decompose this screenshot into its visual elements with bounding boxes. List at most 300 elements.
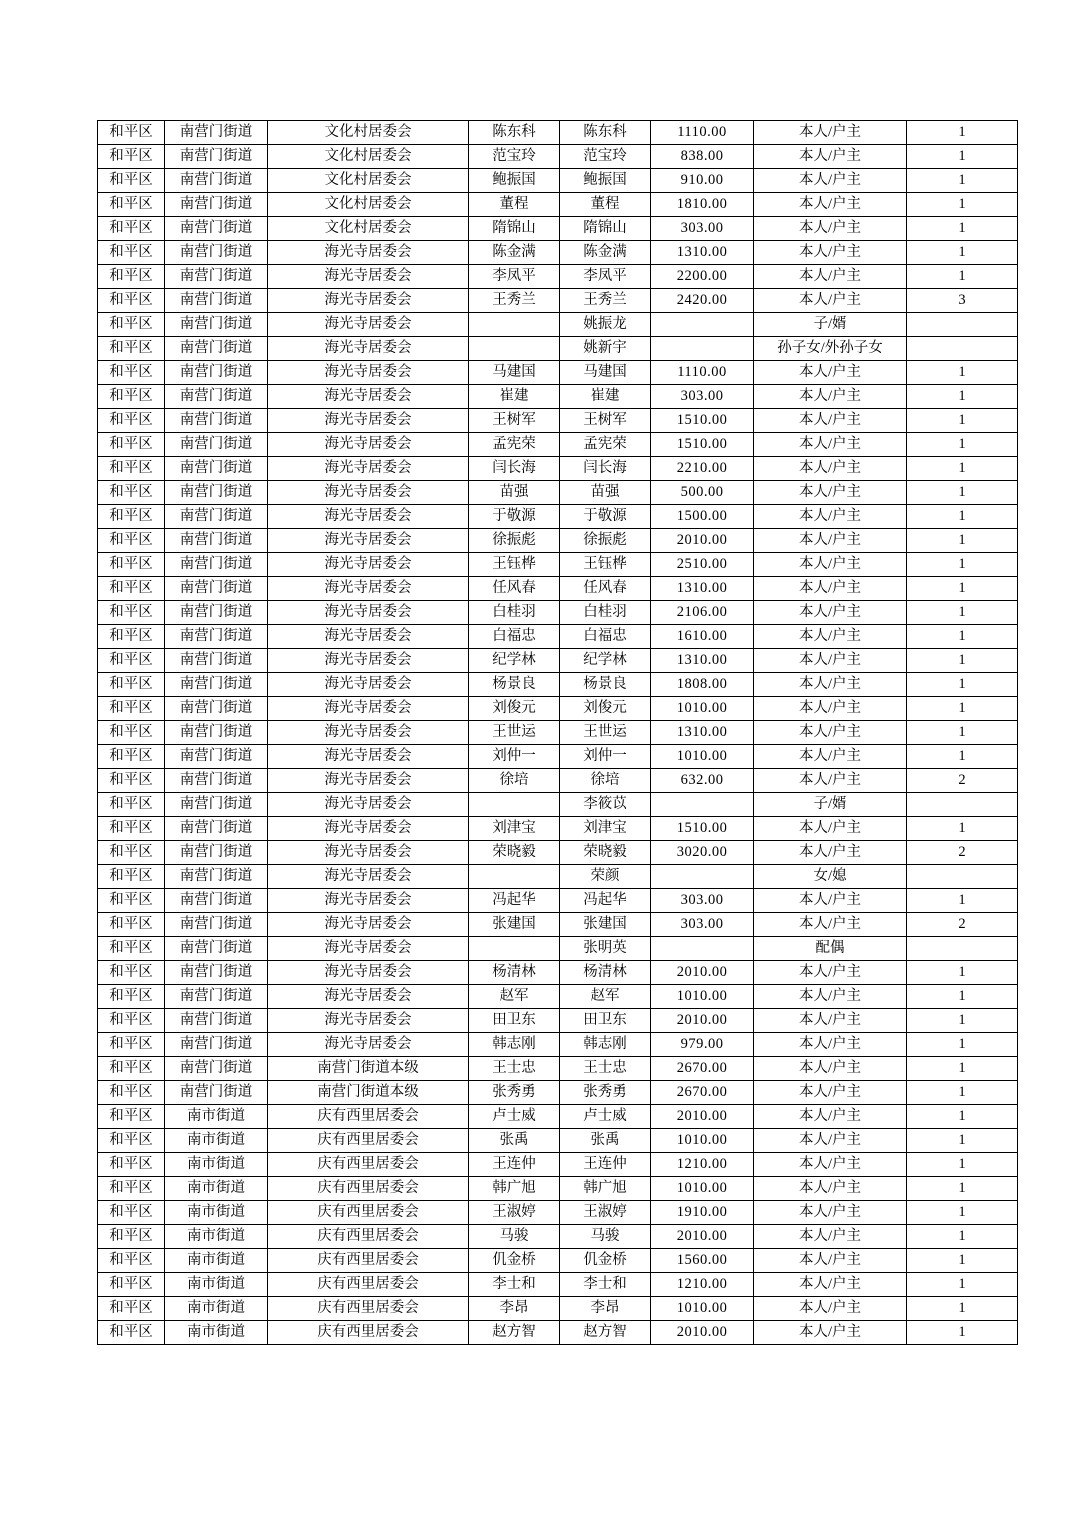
- cell-person-name: 李凤平: [560, 265, 651, 289]
- cell-count: 1: [907, 817, 1018, 841]
- cell-person-name: 陈东科: [560, 121, 651, 145]
- cell-amount: [651, 337, 754, 361]
- cell-person-name: 王钰桦: [560, 553, 651, 577]
- cell-community: 庆有西里居委会: [268, 1297, 469, 1321]
- cell-community: 庆有西里居委会: [268, 1201, 469, 1225]
- cell-count: [907, 937, 1018, 961]
- cell-person-name: 刘仲一: [560, 745, 651, 769]
- cell-household-name: 王钰桦: [469, 553, 560, 577]
- cell-relation: 本人/户主: [754, 505, 907, 529]
- cell-household-name: 范宝玲: [469, 145, 560, 169]
- cell-count: [907, 793, 1018, 817]
- cell-person-name: 马建国: [560, 361, 651, 385]
- cell-household-name: 白福忠: [469, 625, 560, 649]
- cell-community: 海光寺居委会: [268, 385, 469, 409]
- table-row: [98, 457, 1018, 481]
- cell-person-name: 杨景良: [560, 673, 651, 697]
- cell-person-name: 张秀勇: [560, 1081, 651, 1105]
- cell-street: 南营门街道: [165, 817, 268, 841]
- cell-district: 和平区: [98, 889, 165, 913]
- cell-community: 海光寺居委会: [268, 409, 469, 433]
- cell-district: 和平区: [98, 241, 165, 265]
- cell-person-name: 马骏: [560, 1225, 651, 1249]
- cell-community: 海光寺居委会: [268, 289, 469, 313]
- cell-street: 南营门街道: [165, 961, 268, 985]
- cell-district: 和平区: [98, 337, 165, 361]
- cell-amount: 2200.00: [651, 265, 754, 289]
- cell-person-name: 任风春: [560, 577, 651, 601]
- cell-count: 1: [907, 1297, 1018, 1321]
- cell-street: 南营门街道: [165, 1009, 268, 1033]
- cell-household-name: 李凤平: [469, 265, 560, 289]
- cell-relation: 本人/户主: [754, 265, 907, 289]
- cell-household-name: 王淑婷: [469, 1201, 560, 1225]
- cell-person-name: 荣颜: [560, 865, 651, 889]
- table-row: [98, 961, 1018, 985]
- cell-amount: 2010.00: [651, 1105, 754, 1129]
- cell-amount: 979.00: [651, 1033, 754, 1057]
- cell-community: 海光寺居委会: [268, 985, 469, 1009]
- cell-amount: 2010.00: [651, 1321, 754, 1345]
- cell-count: [907, 865, 1018, 889]
- table-row: [98, 505, 1018, 529]
- cell-relation: 本人/户主: [754, 193, 907, 217]
- cell-household-name: 马骏: [469, 1225, 560, 1249]
- cell-amount: 1010.00: [651, 1129, 754, 1153]
- cell-relation: 女/媳: [754, 865, 907, 889]
- cell-person-name: 韩广旭: [560, 1177, 651, 1201]
- cell-person-name: 田卫东: [560, 1009, 651, 1033]
- cell-community: 海光寺居委会: [268, 433, 469, 457]
- cell-count: 1: [907, 409, 1018, 433]
- cell-community: 海光寺居委会: [268, 697, 469, 721]
- cell-person-name: 徐振彪: [560, 529, 651, 553]
- cell-community: 南营门街道本级: [268, 1081, 469, 1105]
- cell-household-name: 田卫东: [469, 1009, 560, 1033]
- cell-street: 南市街道: [165, 1201, 268, 1225]
- cell-amount: 2010.00: [651, 529, 754, 553]
- cell-street: 南市街道: [165, 1273, 268, 1297]
- cell-amount: 1010.00: [651, 745, 754, 769]
- cell-count: 1: [907, 1105, 1018, 1129]
- cell-household-name: 隋锦山: [469, 217, 560, 241]
- cell-count: 1: [907, 505, 1018, 529]
- cell-relation: 本人/户主: [754, 1201, 907, 1225]
- cell-community: 南营门街道本级: [268, 1057, 469, 1081]
- cell-community: 文化村居委会: [268, 121, 469, 145]
- cell-household-name: 仉金桥: [469, 1249, 560, 1273]
- cell-street: 南营门街道: [165, 313, 268, 337]
- cell-person-name: 王世运: [560, 721, 651, 745]
- cell-count: 1: [907, 1321, 1018, 1345]
- cell-person-name: 王淑婷: [560, 1201, 651, 1225]
- cell-community: 文化村居委会: [268, 193, 469, 217]
- cell-person-name: 鲍振国: [560, 169, 651, 193]
- cell-street: 南营门街道: [165, 841, 268, 865]
- cell-street: 南营门街道: [165, 409, 268, 433]
- cell-relation: 本人/户主: [754, 1153, 907, 1177]
- cell-street: 南营门街道: [165, 169, 268, 193]
- cell-district: 和平区: [98, 289, 165, 313]
- cell-relation: 本人/户主: [754, 1105, 907, 1129]
- cell-district: 和平区: [98, 1297, 165, 1321]
- cell-community: 海光寺居委会: [268, 505, 469, 529]
- table-row: [98, 145, 1018, 169]
- table-row: [98, 697, 1018, 721]
- cell-household-name: 任风春: [469, 577, 560, 601]
- cell-amount: 1010.00: [651, 985, 754, 1009]
- cell-street: 南营门街道: [165, 1033, 268, 1057]
- cell-count: 1: [907, 697, 1018, 721]
- cell-household-name: 刘津宝: [469, 817, 560, 841]
- table-row: [98, 1009, 1018, 1033]
- cell-count: 1: [907, 457, 1018, 481]
- cell-street: 南营门街道: [165, 217, 268, 241]
- cell-person-name: 姚新宇: [560, 337, 651, 361]
- cell-count: 3: [907, 289, 1018, 313]
- cell-relation: 本人/户主: [754, 1249, 907, 1273]
- cell-street: 南营门街道: [165, 649, 268, 673]
- cell-district: 和平区: [98, 793, 165, 817]
- table-row: [98, 913, 1018, 937]
- cell-person-name: 赵方智: [560, 1321, 651, 1345]
- cell-person-name: 荣晓毅: [560, 841, 651, 865]
- cell-community: 海光寺居委会: [268, 937, 469, 961]
- cell-person-name: 闫长海: [560, 457, 651, 481]
- table-row: [98, 337, 1018, 361]
- cell-amount: 1210.00: [651, 1273, 754, 1297]
- cell-person-name: 张禹: [560, 1129, 651, 1153]
- cell-amount: 2106.00: [651, 601, 754, 625]
- cell-amount: 1310.00: [651, 241, 754, 265]
- cell-count: 1: [907, 1201, 1018, 1225]
- cell-district: 和平区: [98, 1057, 165, 1081]
- cell-count: 1: [907, 745, 1018, 769]
- cell-district: 和平区: [98, 553, 165, 577]
- cell-relation: 本人/户主: [754, 529, 907, 553]
- cell-district: 和平区: [98, 1153, 165, 1177]
- table-row: [98, 985, 1018, 1009]
- cell-street: 南市街道: [165, 1225, 268, 1249]
- table-row: [98, 481, 1018, 505]
- cell-household-name: 陈金满: [469, 241, 560, 265]
- cell-relation: 本人/户主: [754, 625, 907, 649]
- table-row: [98, 1321, 1018, 1345]
- cell-street: 南营门街道: [165, 577, 268, 601]
- table-body: [98, 121, 1018, 1345]
- cell-relation: 本人/户主: [754, 1177, 907, 1201]
- cell-household-name: 李士和: [469, 1273, 560, 1297]
- cell-community: 海光寺居委会: [268, 745, 469, 769]
- cell-street: 南市街道: [165, 1321, 268, 1345]
- cell-amount: 2010.00: [651, 1225, 754, 1249]
- table-row: [98, 289, 1018, 313]
- cell-district: 和平区: [98, 169, 165, 193]
- cell-district: 和平区: [98, 721, 165, 745]
- cell-household-name: 冯起华: [469, 889, 560, 913]
- cell-amount: 2670.00: [651, 1081, 754, 1105]
- cell-count: 1: [907, 265, 1018, 289]
- cell-person-name: 纪学林: [560, 649, 651, 673]
- cell-street: 南营门街道: [165, 865, 268, 889]
- cell-household-name: 刘仲一: [469, 745, 560, 769]
- cell-relation: 子/婿: [754, 793, 907, 817]
- cell-community: 海光寺居委会: [268, 241, 469, 265]
- cell-household-name: 卢士威: [469, 1105, 560, 1129]
- cell-amount: 1110.00: [651, 361, 754, 385]
- cell-count: 1: [907, 961, 1018, 985]
- cell-person-name: 苗强: [560, 481, 651, 505]
- table-row: [98, 193, 1018, 217]
- cell-street: 南营门街道: [165, 241, 268, 265]
- cell-household-name: 赵方智: [469, 1321, 560, 1345]
- cell-amount: 2010.00: [651, 961, 754, 985]
- cell-street: 南营门街道: [165, 481, 268, 505]
- cell-relation: 本人/户主: [754, 721, 907, 745]
- cell-count: 1: [907, 1225, 1018, 1249]
- cell-community: 海光寺居委会: [268, 625, 469, 649]
- cell-district: 和平区: [98, 1225, 165, 1249]
- cell-count: 2: [907, 769, 1018, 793]
- table-row: [98, 1105, 1018, 1129]
- table-row: [98, 409, 1018, 433]
- table-row: [98, 721, 1018, 745]
- cell-count: 1: [907, 1249, 1018, 1273]
- cell-district: 和平区: [98, 433, 165, 457]
- cell-amount: 1310.00: [651, 721, 754, 745]
- cell-count: 1: [907, 889, 1018, 913]
- cell-person-name: 白桂羽: [560, 601, 651, 625]
- table-row: [98, 577, 1018, 601]
- cell-household-name: 董程: [469, 193, 560, 217]
- cell-household-name: [469, 313, 560, 337]
- table-row: [98, 433, 1018, 457]
- cell-household-name: [469, 865, 560, 889]
- cell-person-name: 范宝玲: [560, 145, 651, 169]
- cell-count: 1: [907, 1153, 1018, 1177]
- cell-street: 南营门街道: [165, 601, 268, 625]
- cell-household-name: 陈东科: [469, 121, 560, 145]
- cell-count: 2: [907, 913, 1018, 937]
- cell-household-name: 王树军: [469, 409, 560, 433]
- cell-household-name: 荣晓毅: [469, 841, 560, 865]
- cell-count: 1: [907, 601, 1018, 625]
- cell-street: 南营门街道: [165, 769, 268, 793]
- cell-district: 和平区: [98, 1249, 165, 1273]
- cell-street: 南营门街道: [165, 697, 268, 721]
- cell-count: 1: [907, 385, 1018, 409]
- cell-district: 和平区: [98, 121, 165, 145]
- table-row: [98, 169, 1018, 193]
- cell-household-name: 王连仲: [469, 1153, 560, 1177]
- cell-amount: [651, 313, 754, 337]
- table-row: [98, 769, 1018, 793]
- cell-amount: 1510.00: [651, 409, 754, 433]
- cell-relation: 本人/户主: [754, 673, 907, 697]
- cell-street: 南营门街道: [165, 361, 268, 385]
- table-row: [98, 745, 1018, 769]
- cell-street: 南营门街道: [165, 673, 268, 697]
- cell-district: 和平区: [98, 745, 165, 769]
- cell-relation: 本人/户主: [754, 385, 907, 409]
- cell-community: 海光寺居委会: [268, 1009, 469, 1033]
- cell-person-name: 冯起华: [560, 889, 651, 913]
- cell-district: 和平区: [98, 769, 165, 793]
- cell-relation: 本人/户主: [754, 553, 907, 577]
- cell-count: 1: [907, 1009, 1018, 1033]
- cell-count: 1: [907, 1033, 1018, 1057]
- cell-count: 1: [907, 553, 1018, 577]
- cell-person-name: 卢士威: [560, 1105, 651, 1129]
- table-row: [98, 265, 1018, 289]
- cell-count: 1: [907, 433, 1018, 457]
- cell-amount: 500.00: [651, 481, 754, 505]
- cell-community: 庆有西里居委会: [268, 1129, 469, 1153]
- cell-household-name: 孟宪荣: [469, 433, 560, 457]
- cell-relation: 本人/户主: [754, 1081, 907, 1105]
- cell-community: 文化村居委会: [268, 169, 469, 193]
- cell-person-name: 李士和: [560, 1273, 651, 1297]
- cell-count: [907, 337, 1018, 361]
- cell-person-name: 隋锦山: [560, 217, 651, 241]
- cell-community: 海光寺居委会: [268, 793, 469, 817]
- cell-household-name: [469, 337, 560, 361]
- cell-community: 海光寺居委会: [268, 553, 469, 577]
- cell-count: 2: [907, 841, 1018, 865]
- cell-relation: 本人/户主: [754, 289, 907, 313]
- cell-relation: 子/婿: [754, 313, 907, 337]
- cell-community: 庆有西里居委会: [268, 1225, 469, 1249]
- cell-relation: 本人/户主: [754, 241, 907, 265]
- cell-household-name: 韩志刚: [469, 1033, 560, 1057]
- cell-household-name: 纪学林: [469, 649, 560, 673]
- cell-district: 和平区: [98, 1081, 165, 1105]
- cell-count: 1: [907, 169, 1018, 193]
- cell-district: 和平区: [98, 625, 165, 649]
- cell-district: 和平区: [98, 361, 165, 385]
- cell-person-name: 王秀兰: [560, 289, 651, 313]
- cell-count: 1: [907, 529, 1018, 553]
- cell-person-name: 刘俊元: [560, 697, 651, 721]
- cell-relation: 本人/户主: [754, 1297, 907, 1321]
- cell-street: 南营门街道: [165, 193, 268, 217]
- cell-community: 海光寺居委会: [268, 457, 469, 481]
- cell-community: 庆有西里居委会: [268, 1105, 469, 1129]
- cell-amount: 303.00: [651, 889, 754, 913]
- cell-amount: 1010.00: [651, 1297, 754, 1321]
- cell-person-name: 杨清林: [560, 961, 651, 985]
- cell-count: 1: [907, 1081, 1018, 1105]
- cell-count: 1: [907, 673, 1018, 697]
- cell-street: 南营门街道: [165, 457, 268, 481]
- cell-street: 南营门街道: [165, 121, 268, 145]
- cell-person-name: 李筱苡: [560, 793, 651, 817]
- cell-amount: 1110.00: [651, 121, 754, 145]
- cell-household-name: 徐振彪: [469, 529, 560, 553]
- cell-street: 南营门街道: [165, 721, 268, 745]
- cell-count: 1: [907, 193, 1018, 217]
- table-row: [98, 217, 1018, 241]
- table-row: [98, 1249, 1018, 1273]
- cell-household-name: 闫长海: [469, 457, 560, 481]
- cell-relation: 本人/户主: [754, 1225, 907, 1249]
- cell-person-name: 王连仲: [560, 1153, 651, 1177]
- table-row: [98, 673, 1018, 697]
- cell-household-name: 于敬源: [469, 505, 560, 529]
- table-row: [98, 1201, 1018, 1225]
- cell-amount: 1210.00: [651, 1153, 754, 1177]
- cell-community: 海光寺居委会: [268, 649, 469, 673]
- cell-person-name: 仉金桥: [560, 1249, 651, 1273]
- cell-community: 海光寺居委会: [268, 961, 469, 985]
- table-row: [98, 553, 1018, 577]
- cell-amount: 2510.00: [651, 553, 754, 577]
- cell-community: 庆有西里居委会: [268, 1153, 469, 1177]
- cell-person-name: 张建国: [560, 913, 651, 937]
- cell-district: 和平区: [98, 865, 165, 889]
- cell-person-name: 董程: [560, 193, 651, 217]
- table-row: [98, 1129, 1018, 1153]
- table-row: [98, 1057, 1018, 1081]
- cell-district: 和平区: [98, 1273, 165, 1297]
- cell-district: 和平区: [98, 481, 165, 505]
- cell-district: 和平区: [98, 1177, 165, 1201]
- cell-district: 和平区: [98, 937, 165, 961]
- cell-street: 南营门街道: [165, 433, 268, 457]
- cell-person-name: 刘津宝: [560, 817, 651, 841]
- cell-household-name: 白桂羽: [469, 601, 560, 625]
- subsidy-table: [97, 120, 1018, 1345]
- cell-community: 海光寺居委会: [268, 265, 469, 289]
- cell-relation: 本人/户主: [754, 1321, 907, 1345]
- table-row: [98, 385, 1018, 409]
- cell-street: 南营门街道: [165, 793, 268, 817]
- cell-community: 庆有西里居委会: [268, 1177, 469, 1201]
- cell-count: 1: [907, 241, 1018, 265]
- table-row: [98, 361, 1018, 385]
- cell-relation: 配偶: [754, 937, 907, 961]
- cell-street: 南营门街道: [165, 265, 268, 289]
- table-row: [98, 625, 1018, 649]
- table-container: [97, 120, 977, 1345]
- cell-relation: 本人/户主: [754, 601, 907, 625]
- cell-community: 海光寺居委会: [268, 889, 469, 913]
- cell-count: 1: [907, 1057, 1018, 1081]
- cell-household-name: 王秀兰: [469, 289, 560, 313]
- cell-household-name: 张建国: [469, 913, 560, 937]
- cell-household-name: 徐培: [469, 769, 560, 793]
- cell-count: 1: [907, 217, 1018, 241]
- cell-street: 南市街道: [165, 1153, 268, 1177]
- cell-amount: 1010.00: [651, 697, 754, 721]
- cell-person-name: 王树军: [560, 409, 651, 433]
- cell-district: 和平区: [98, 193, 165, 217]
- cell-person-name: 李昂: [560, 1297, 651, 1321]
- cell-relation: 本人/户主: [754, 1129, 907, 1153]
- cell-district: 和平区: [98, 145, 165, 169]
- cell-district: 和平区: [98, 961, 165, 985]
- cell-household-name: 崔建: [469, 385, 560, 409]
- cell-street: 南市街道: [165, 1177, 268, 1201]
- table-row: [98, 1177, 1018, 1201]
- cell-household-name: 鲍振国: [469, 169, 560, 193]
- cell-relation: 本人/户主: [754, 481, 907, 505]
- cell-district: 和平区: [98, 1129, 165, 1153]
- cell-community: 文化村居委会: [268, 217, 469, 241]
- cell-community: 文化村居委会: [268, 145, 469, 169]
- cell-community: 海光寺居委会: [268, 361, 469, 385]
- table-row: [98, 649, 1018, 673]
